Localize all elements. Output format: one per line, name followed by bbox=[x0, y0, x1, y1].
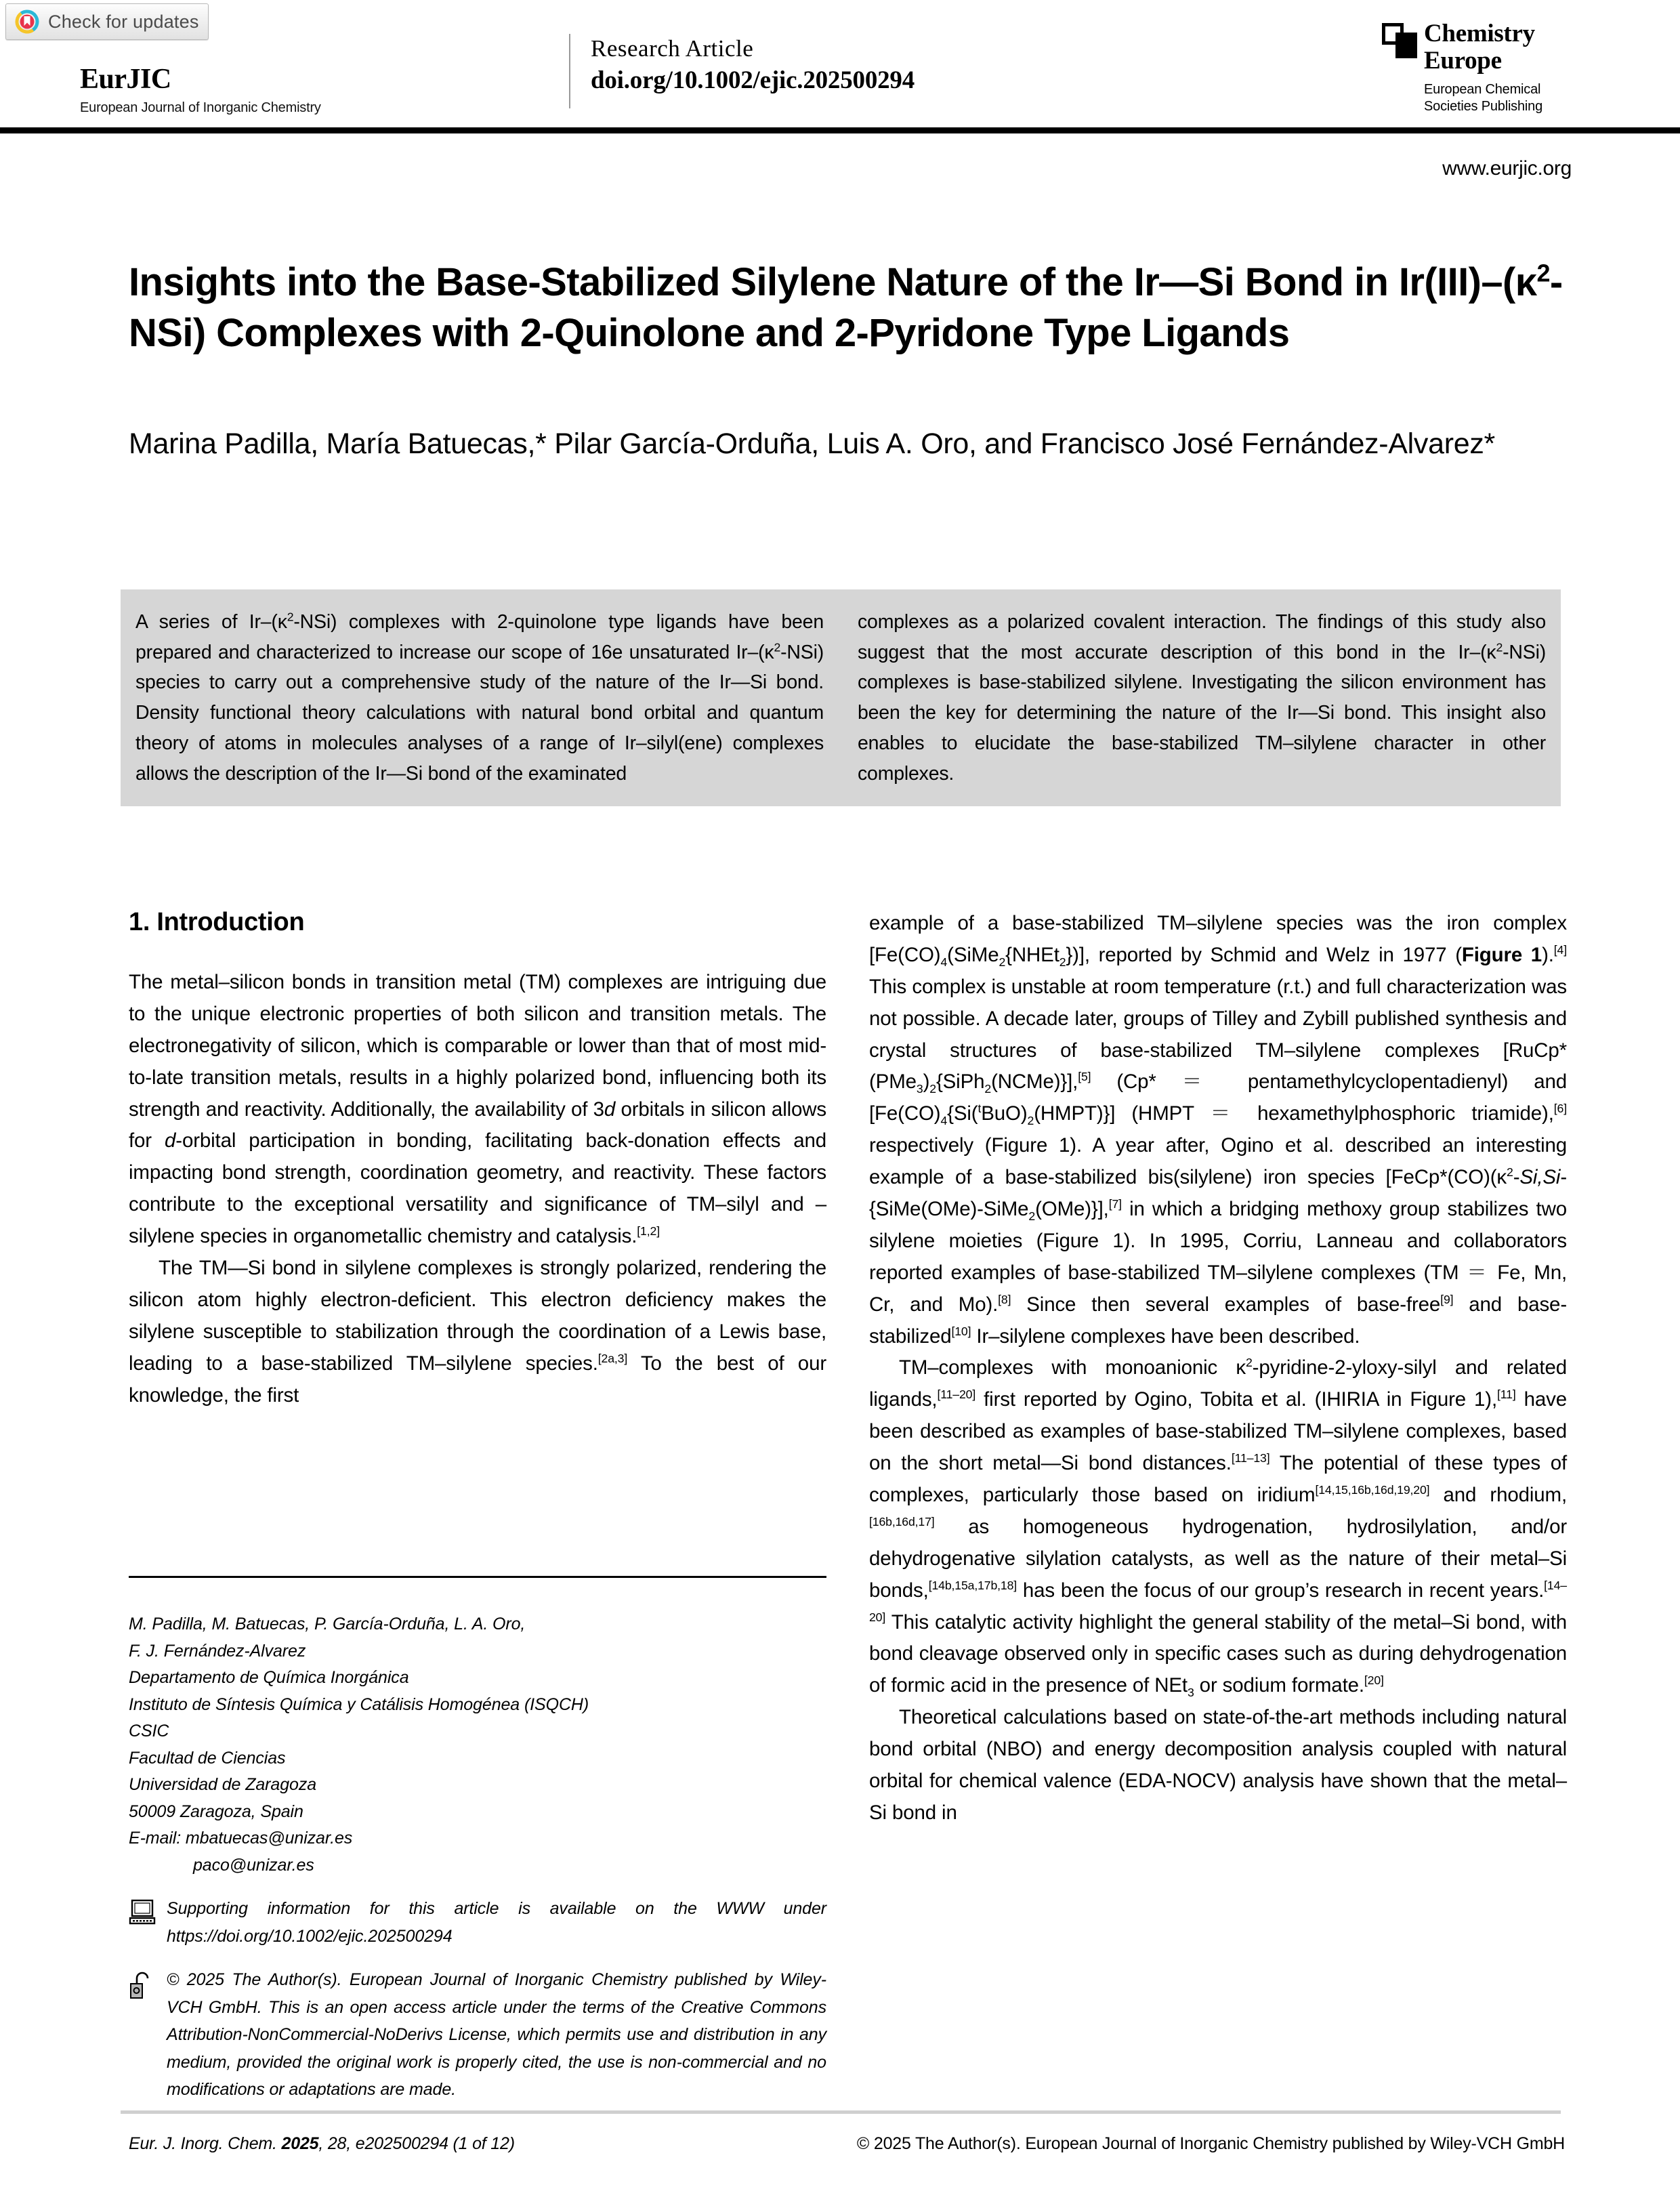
open-lock-icon bbox=[129, 1970, 160, 2009]
page-header bbox=[0, 0, 1680, 133]
affiliation-line: 50009 Zaragoza, Spain bbox=[129, 1801, 303, 1821]
header-divider-rule bbox=[0, 127, 1680, 133]
supporting-information-note bbox=[129, 1895, 826, 1950]
abstract-box bbox=[121, 589, 1561, 806]
affiliation-line: Departamento de Química Inorgánica bbox=[129, 1668, 409, 1687]
title-segment-3: -NSi) Complexes with 2-Quinolone and 2-Pyridone Type Ligands bbox=[129, 259, 1563, 356]
section-heading-introduction: 1. Introduction bbox=[129, 908, 305, 936]
intro-paragraph-2: The TM—Si bond in silylene complexes is strongly polarized, rendering the silicon atom highly electron-deficient. This electron deficiency makes the silylene susceptible to stabilization through the coordination of a Lewis base, leading to a base-stabilized TM–silylene species.[2a,3] To the best of our knowledge, the first bbox=[129, 1257, 826, 1407]
footer-citation-post: , 28, e202500294 (1 of 12) bbox=[318, 2134, 515, 2153]
body-column-left bbox=[129, 908, 826, 1411]
affiliation-line: M. Padilla, M. Batuecas, P. García-Orduña, L. A. Oro, bbox=[129, 1615, 526, 1633]
affiliation-line: Facultad de Ciencias bbox=[129, 1748, 286, 1768]
title-superscript: 2 bbox=[1536, 259, 1550, 287]
footnote-divider-rule bbox=[129, 1576, 826, 1578]
article-type-block bbox=[569, 34, 915, 108]
ce-sub-line2: Societies Publishing bbox=[1424, 98, 1542, 114]
chemistry-europe-mark-icon bbox=[1382, 23, 1417, 58]
intro-paragraph-4: TM–complexes with monoanionic $\kappa^2-pyridine-2-yloxy$-silyl and related ligands,[11–20] first reported by Ogino, Tobita et al. (IHIRIA in Figure 1),[11] have been described as examples of base-stabilized TM–silylene complexes, based on the short metal—Si bond distances.[11–13] The potential of these types of complexes, particularly those based on iridium[14,15,16b,16d,19,20] and rhodium,[16b,16d,17] as homogeneous hydrogenation, hydrosilylation, and/or dehydrogenative silylation catalysts, as well as the nature of their metal–Si bonds,[14b,15a,17b,18] has been the focus of our group’s research in recent years.[14–20] This catalytic activity highlight the general stability of the metal–Si bond, with bond cleavage observed only in specific cases such as during dehydrogenation of formic acid in the presence of NEt$_3$ or sodium formate.[20] bbox=[869, 1356, 1568, 1700]
chemistry-europe-name bbox=[1424, 20, 1535, 75]
check-for-updates-label: Check for updates bbox=[48, 11, 199, 32]
chemistry-europe-subtitle bbox=[1424, 81, 1605, 115]
license-text: © 2025 The Author(s). European Journal of Inorganic Chemistry published by Wiley-VCH GmbH. This is an open access article under the terms of the Creative Commons Attribution-NonCommercial-NoDerivs License, which permits use and distribution in any medium, provided the original work is properly cited, the use is non-commercial and no modifications or adaptations are made. bbox=[167, 1970, 826, 2099]
affiliation-lines bbox=[129, 1611, 826, 1879]
corresponding-email-primary[interactable]: E-mail: mbatuecas@unizar.es bbox=[129, 1829, 353, 1848]
journal-full-name: European Journal of Inorganic Chemistry bbox=[80, 100, 321, 115]
abstract-column-right: complexes as a polarized covalent interaction. The findings of this study also suggest that the most accurate description of this bond in the $Ir-(\kappa^2-NSi)$ complexes is base-stabilized silylene. Investigating the silicon environment has been the key for determining the nature of the Ir—Si bond. This insight also enables to elucidate the base-stabilized TM–silylene character in other complexes. bbox=[858, 611, 1546, 785]
monitor-icon bbox=[129, 1899, 160, 1934]
footnote-block bbox=[129, 1611, 826, 2104]
journal-branding bbox=[80, 65, 513, 116]
journal-website-link[interactable]: www.eurjic.org bbox=[1442, 157, 1572, 180]
page-footer bbox=[129, 2134, 1565, 2154]
ce-sub-line1: European Chemical bbox=[1424, 81, 1541, 97]
article-type-label: Research Article bbox=[591, 35, 754, 62]
body-column-right bbox=[869, 908, 1567, 1829]
affiliation-line: F. J. Fernández-Alvarez bbox=[129, 1641, 306, 1661]
footer-copyright: © 2025 The Author(s). European Journal of Inorganic Chemistry published by Wiley-VCH GmbH bbox=[856, 2134, 1565, 2153]
title-segment-1: Insights into the Base-Stabilized Silylene Nature of the Ir bbox=[129, 259, 1160, 304]
intro-paragraph-1: The metal–silicon bonds in transition metal (TM) complexes are intriguing due to the unique electronic properties of both silicon and transition metals. The electronegativity of silicon, which is comparable or lower than that of most mid-to-late transition metals, results in a highly polarized bond, influencing both its strength and reactivity. Additionally, the availability of 3d orbitals in silicon allows for d-orbital participation in bonding, facilitating back-donation effects and impacting bond strength, coordination geometry, and reactivity. These factors contribute to the exceptional versatility and significance of TM–silyl and –silylene species in organometallic chemistry and catalysis.[1,2] bbox=[129, 971, 827, 1248]
affiliation-line: Instituto de Síntesis Química y Catálisis Homogénea (ISQCH) bbox=[129, 1694, 589, 1714]
footer-citation-year: 2025 bbox=[281, 2134, 319, 2153]
corresponding-email-secondary[interactable]: paco@unizar.es bbox=[193, 1855, 314, 1875]
affiliation-line: Universidad de Zaragoza bbox=[129, 1775, 317, 1794]
supporting-information-text: Supporting information for this article is available on the WWW under https://doi.org/10.1002/ejic.202500294 bbox=[167, 1899, 826, 1946]
chemistry-europe-logo bbox=[1382, 20, 1605, 115]
intro-paragraph-5: Theoretical calculations based on state-of-the-art methods including natural bond orbital (NBO) and energy decomposition analysis coupled with natural orbital for chemical valence (EDA-NOCV) analysis have shown that the metal–Si bond in bbox=[869, 1706, 1567, 1824]
abstract-column-left: A series of $Ir-(\kappa^2-NSi)$ complexes with 2-quinolone type ligands have been prepared and characterized to increase our scope of 16e unsaturated $Ir-(\kappa^2-NSi)$ species to carry out a comprehensive study of the nature of the Ir—Si bond. Density functional theory calculations with natural bond orbital and quantum theory of atoms in molecules analyses of a range of Ir–silyl(ene) complexes allows the description of the Ir—Si bond of the examinated bbox=[135, 610, 824, 785]
license-note bbox=[129, 1966, 826, 2104]
intro-paragraph-3: example of a base-stabilized TM–silylene species was the iron complex $[Fe(CO)_4(SiMe_2\{NHEt_2\})]$, reported by Schmid and Welz in 1977 (Figure 1).[4] This complex is unstable at room temperature (r.t.) and full characterization was not possible. A decade later, groups of Tilley and Zybill published synthesis and crystal structures of base-stabilized TM–silylene complexes $[RuCp*(PMe_3)_2\{SiPh_2(NCMe)\}],[5]$ (Cp* ＝ pentamethylcyclopentadienyl) and $[Fe(CO)_4\{Si(^tBuO)_2(HMPT)\}]$ (HMPT ＝ hexamethylphosphoric triamide),[6] respectively (Figure 1). A year after, Ogino et al. described an interesting example of a base-stabilized bis(silylene) iron species [$FeCp*(CO)(\kappa^2-Si,Si-\{SiMe(OMe)-SiMe_2(OMe)\}],[7]$ in which a bridging methoxy group stabilizes two silylene moieties (Figure 1). In 1995, Corriu, Lanneau and collaborators reported examples of base-stabilized TM–silylene complexes (TM ＝ Fe, Mn, Cr, and Mo).[8] Since then several examples of base-free[9] and base-stabilized[10] Ir–silylene complexes have been described. bbox=[869, 912, 1568, 1348]
article-doi-link[interactable]: doi.org/10.1002/ejic.202500294 bbox=[591, 66, 915, 94]
author-list: Marina Padilla, María Batuecas,* Pilar García-Orduña, Luis A. Oro, and Francisco José Fernández-Alvarez* bbox=[129, 428, 1495, 460]
article-title: Insights into the Base-Stabilized Silylene Nature of the Ir—Si Bond in $Ir(III)-(\kappa^2-NSi)$ Complexes with 2-Quinolone and 2-Pyridone Type Ligands bbox=[129, 259, 1563, 356]
ce-name-line1: Chemistry bbox=[1424, 20, 1535, 47]
journal-abbreviation: EurJIC bbox=[80, 64, 171, 95]
affiliation-line: CSIC bbox=[129, 1722, 169, 1741]
footer-divider-rule bbox=[121, 2110, 1561, 2114]
footer-citation bbox=[129, 2134, 515, 2154]
ce-name-line2: Europe bbox=[1424, 46, 1502, 75]
footer-citation-pre: Eur. J. Inorg. Chem. bbox=[129, 2134, 282, 2153]
title-segment-2: Si Bond in Ir(III)–(κ bbox=[1198, 259, 1537, 304]
